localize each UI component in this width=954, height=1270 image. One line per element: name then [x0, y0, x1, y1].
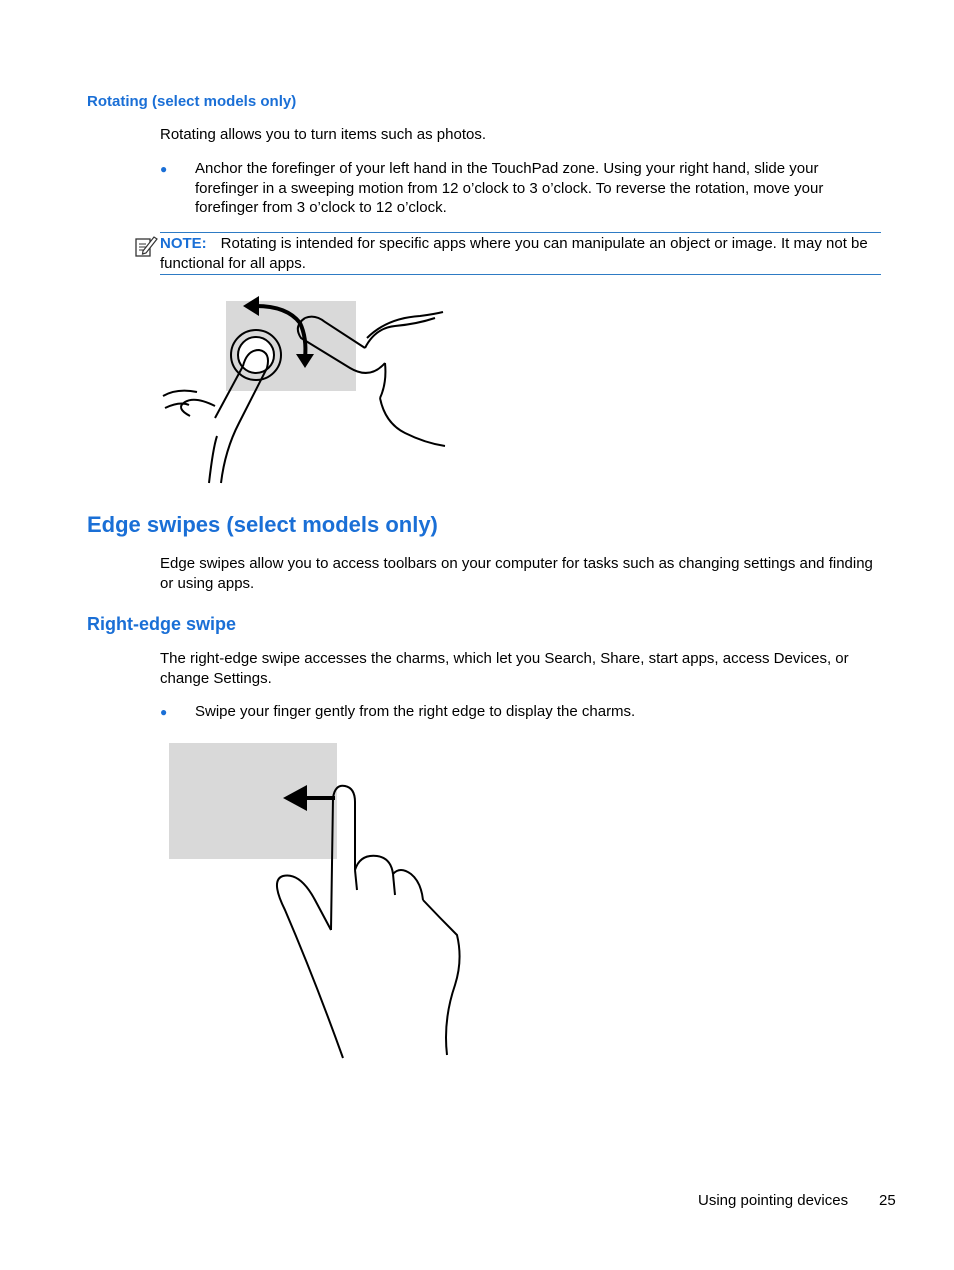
edge-swipes-heading: Edge swipes (select models only): [87, 512, 438, 537]
right-edge-bullet: Swipe your finger gently from the right edge to display the charms.: [195, 703, 636, 720]
note-text: Rotating is intended for specific apps where you can manipulate an object or image. It may not be functional for all apps.: [160, 235, 868, 272]
edge-swipes-intro: Edge swipes allow you to access toolbars on your computer for tasks such as changing settings and finding or using apps.: [160, 555, 873, 592]
right-edge-intro: The right-edge swipe accesses the charms, which let you Search, Share, start apps, access Devices, or change Settings.: [160, 650, 849, 687]
note-box: [160, 232, 881, 275]
rotating-intro: Rotating allows you to turn items such as photos.: [160, 126, 487, 143]
rotate-gesture-illustration: [155, 288, 455, 488]
rotating-bullet: Anchor the forefinger of your left hand in the TouchPad zone. Using your right hand, slide your forefinger in a sweeping motion from 12 o’clock to 3 o’clock. To reverse the rotation, move your forefinger from 3 o’clock to 12 o’clock.: [195, 160, 824, 216]
rotating-heading: Rotating (select models only): [87, 93, 297, 110]
bullet-dot-icon: ●: [160, 705, 168, 719]
right-edge-swipe-illustration: [165, 740, 465, 1065]
touchpad-zone: [169, 743, 337, 859]
note-pencil-icon: [134, 234, 158, 258]
footer-section-title: Using pointing devices: [698, 1192, 849, 1209]
right-edge-heading: Right-edge swipe: [87, 614, 237, 634]
note-label: NOTE:: [160, 235, 207, 252]
page-number: 25: [879, 1192, 896, 1209]
bullet-dot-icon: ●: [160, 162, 168, 176]
